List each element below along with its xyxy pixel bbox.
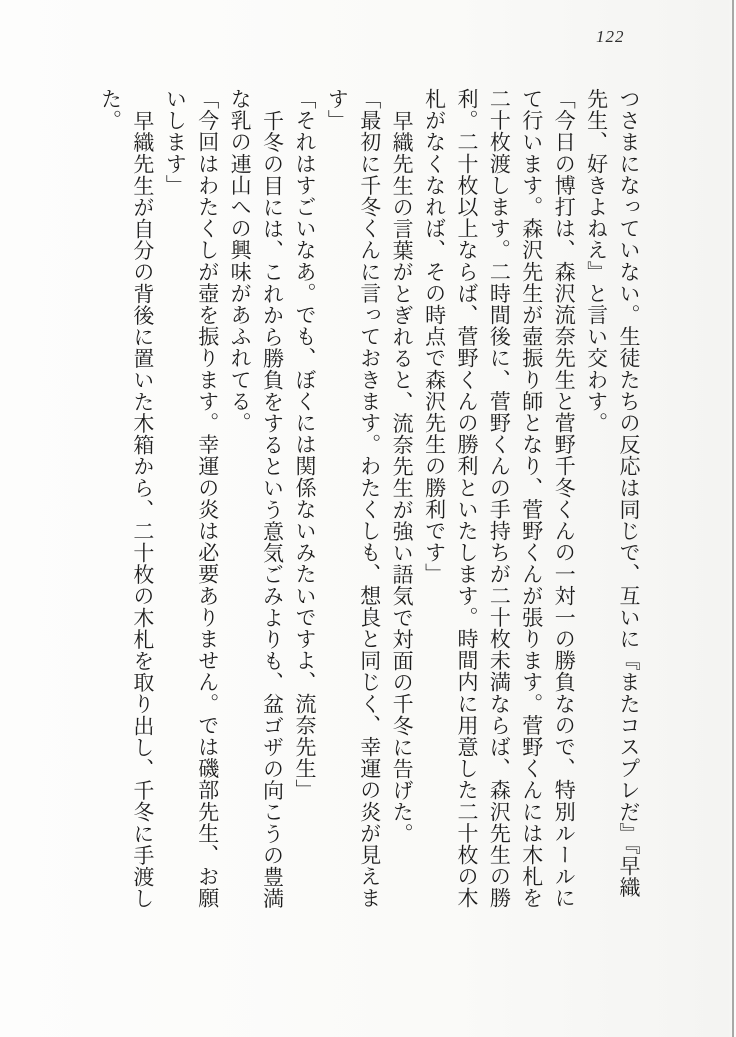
paragraph: 「今回はわたくしが壺を振ります。幸運の炎は必要ありません。では磯部先生、お願いします」 [163,88,220,909]
paragraph: 千冬の目には、これから勝負をするという意気ごみよりも、盆ゴザの向こうの豊満な乳の連山への興味があふれてる。 [228,88,285,909]
paragraph: 早織先生が自分の背後に置いた木箱から、二十枚の木札を取り出し、千冬に手渡した。 [98,88,155,909]
paragraph: 「それはすごいなあ。でも、ぼくには関係ないみたいですよ、流奈先生」 [292,88,317,801]
paragraph: 「最初に千冬くんに言っておきます。わたくしも、想良と同じく、幸運の炎が見えます」 [325,88,382,909]
paragraph: 「今日の博打は、森沢流奈先生と菅野千冬くんの一対一の勝負なので、特別ルールにて行います。森沢先生が壺振り師となり、菅野くんが張ります。菅野くんには木札を二十枚渡します。二時間後に、菅野くんの手持ちが二十枚未満ならば、森沢先生の勝利。二十枚以上ならば、菅野くんの勝利といたします。時間内に用意した二十枚の木札がなくなれば、その時点で森沢先生の勝利です」 [422,88,577,909]
page-number: 122 [596,27,625,46]
body-text [94,88,645,914]
page-scan-edge [732,0,734,1037]
paragraph: つさまになっていない。生徒たちの反応は同じで、互いに『またコスプレだ』『早織先生、好きよねえ』と言い交わす。 [584,88,641,899]
paragraph: 早織先生の言葉がとぎれると、流奈先生が強い語気で対面の千冬に告げた。 [390,109,415,844]
